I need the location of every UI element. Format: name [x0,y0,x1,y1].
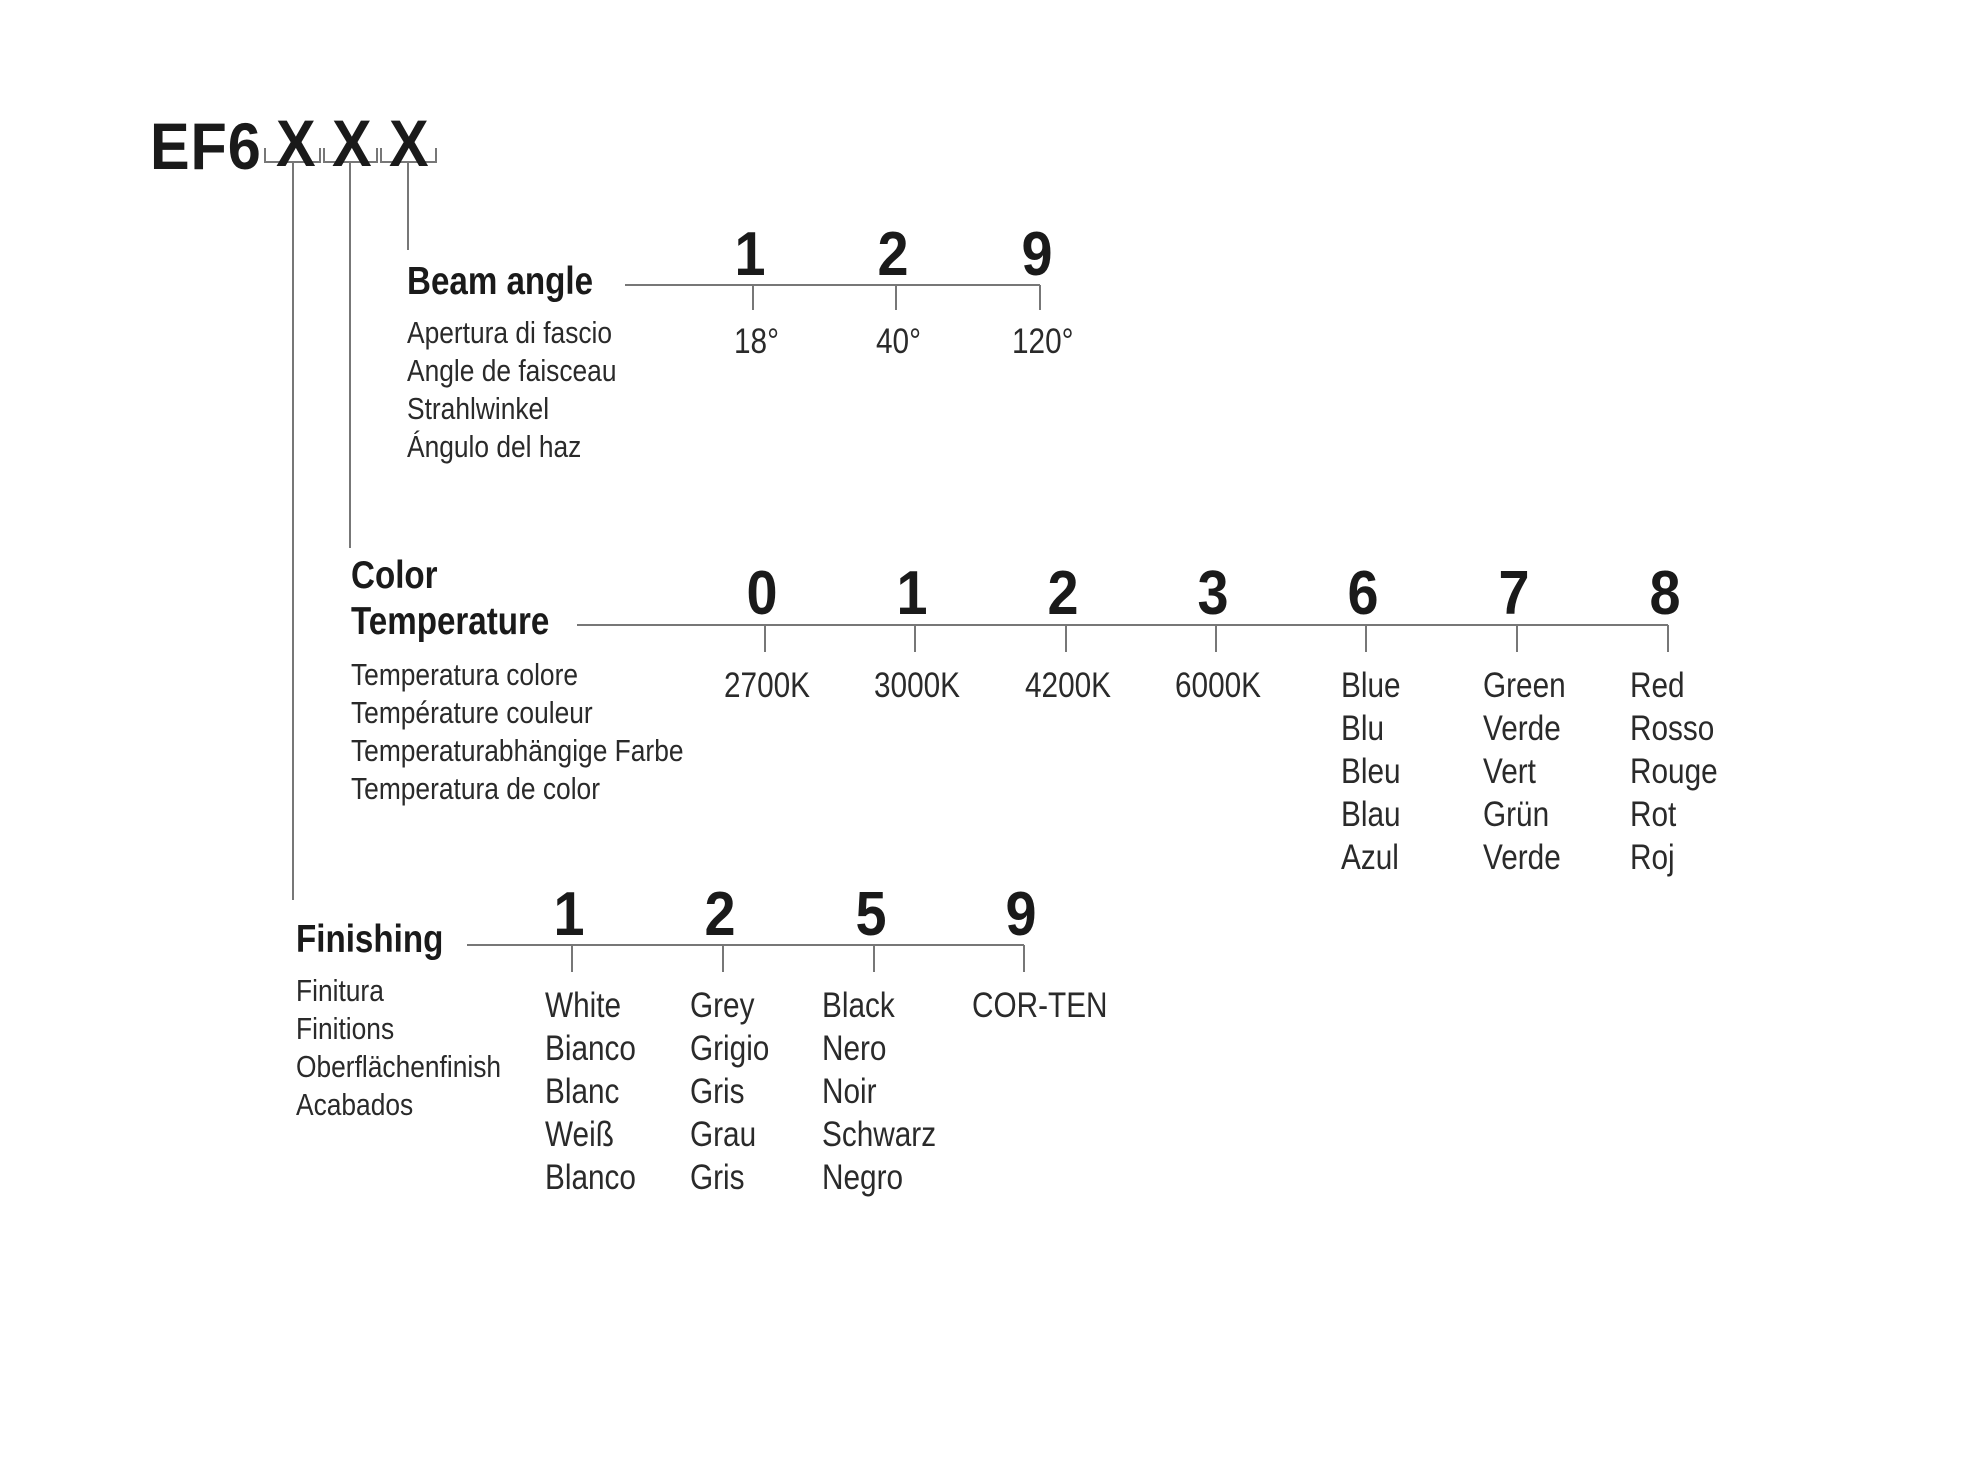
finishing-option-label: Black [822,986,895,1025]
beam-option-label: 40° [876,322,921,361]
color-option-red-list [1630,664,1718,879]
color-option-code: 3 [1197,559,1229,628]
color-option-code: 8 [1649,559,1681,628]
color-option-label: 6000K [1175,666,1262,705]
color-title-line2: Temperature [351,600,550,643]
color-option-label: Bleu [1341,752,1401,791]
finishing-option-code: 9 [1005,880,1037,949]
finishing-option-code: 1 [553,880,585,949]
color-option-label: Verde [1483,838,1561,877]
finishing-option-label: Grau [690,1115,757,1154]
color-option-code: 6 [1347,559,1379,628]
code-slot-color: X [332,106,373,180]
color-option-label: Roj [1630,838,1675,877]
color-translation: Temperaturabhängige Farbe [351,733,684,768]
finishing-translation: Oberflächenfinish [296,1049,502,1084]
color-option-label: Rouge [1630,752,1718,791]
color-translation: Température couleur [351,695,593,730]
beam-translation: Angle de faisceau [407,353,617,388]
color-translations [351,656,684,808]
beam-translation: Ángulo del haz [407,429,582,464]
color-option-label: Azul [1341,838,1399,877]
finishing-option-label: Blanc [545,1072,620,1111]
beam-option-code: 2 [877,220,909,289]
color-option-label: Rosso [1630,709,1715,748]
finishing-translations [296,972,501,1124]
color-option-label: Vert [1483,752,1536,791]
finishing-option-label: Blanco [545,1158,636,1197]
finishing-option-black-list [822,984,936,1199]
finishing-translation: Acabados [296,1087,414,1122]
finishing-translation: Finitions [296,1011,395,1046]
color-option-code: 7 [1498,559,1530,628]
finishing-option-label: Grigio [690,1029,770,1068]
finishing-option-label: COR-TEN [972,986,1108,1025]
code-slot-beam: X [389,106,430,180]
beam-option-label: 18° [734,322,779,361]
color-option-label: 2700K [724,666,811,705]
code-prefix: EF6 [150,109,262,183]
color-option-label: Red [1630,666,1685,705]
code-slot-finishing: X [276,106,317,180]
color-option-label: 4200K [1025,666,1112,705]
color-translation: Temperatura de color [351,771,600,806]
finishing-option-label: Schwarz [822,1115,937,1154]
finishing-option-code: 5 [855,880,887,949]
color-option-label: Green [1483,666,1566,705]
finishing-translation: Finitura [296,973,384,1008]
beam-option-code: 9 [1021,220,1053,289]
beam-translation: Strahlwinkel [407,391,550,426]
color-option-label: 3000K [874,666,961,705]
finishing-option-label: Weiß [545,1115,614,1154]
color-option-label: Blu [1341,709,1385,748]
finishing-option-label: White [545,986,622,1025]
finishing-option-label: Negro [822,1158,904,1197]
beam-title: Beam angle [407,260,594,303]
color-option-label: Verde [1483,709,1561,748]
color-option-label: Rot [1630,795,1677,834]
finishing-option-grey-list [690,984,769,1199]
finishing-option-label: Noir [822,1072,877,1111]
color-option-green-list [1483,664,1566,879]
color-option-blue-list [1341,664,1401,879]
color-translation: Temperatura colore [351,657,579,692]
color-option-label: Blau [1341,795,1401,834]
beam-option-label: 120° [1012,322,1074,361]
beam-translation: Apertura di fascio [407,315,613,350]
finishing-option-label: Bianco [545,1029,636,1068]
finishing-option-label: Nero [822,1029,887,1068]
finishing-option-label: Gris [690,1072,745,1111]
finishing-option-label: Gris [690,1158,745,1197]
color-option-label: Grün [1483,795,1550,834]
color-option-code: 0 [746,559,778,628]
finishing-option-code: 2 [704,880,736,949]
finishing-option-corten-list [972,984,1108,1027]
color-option-code: 2 [1047,559,1079,628]
beam-translations [407,314,616,466]
finishing-option-label: Grey [690,986,755,1025]
color-option-label: Blue [1341,666,1401,705]
color-title-line1: Color [351,554,438,597]
beam-option-code: 1 [734,220,766,289]
finishing-title: Finishing [296,918,444,961]
finishing-option-white-list [545,984,636,1199]
color-option-code: 1 [896,559,928,628]
